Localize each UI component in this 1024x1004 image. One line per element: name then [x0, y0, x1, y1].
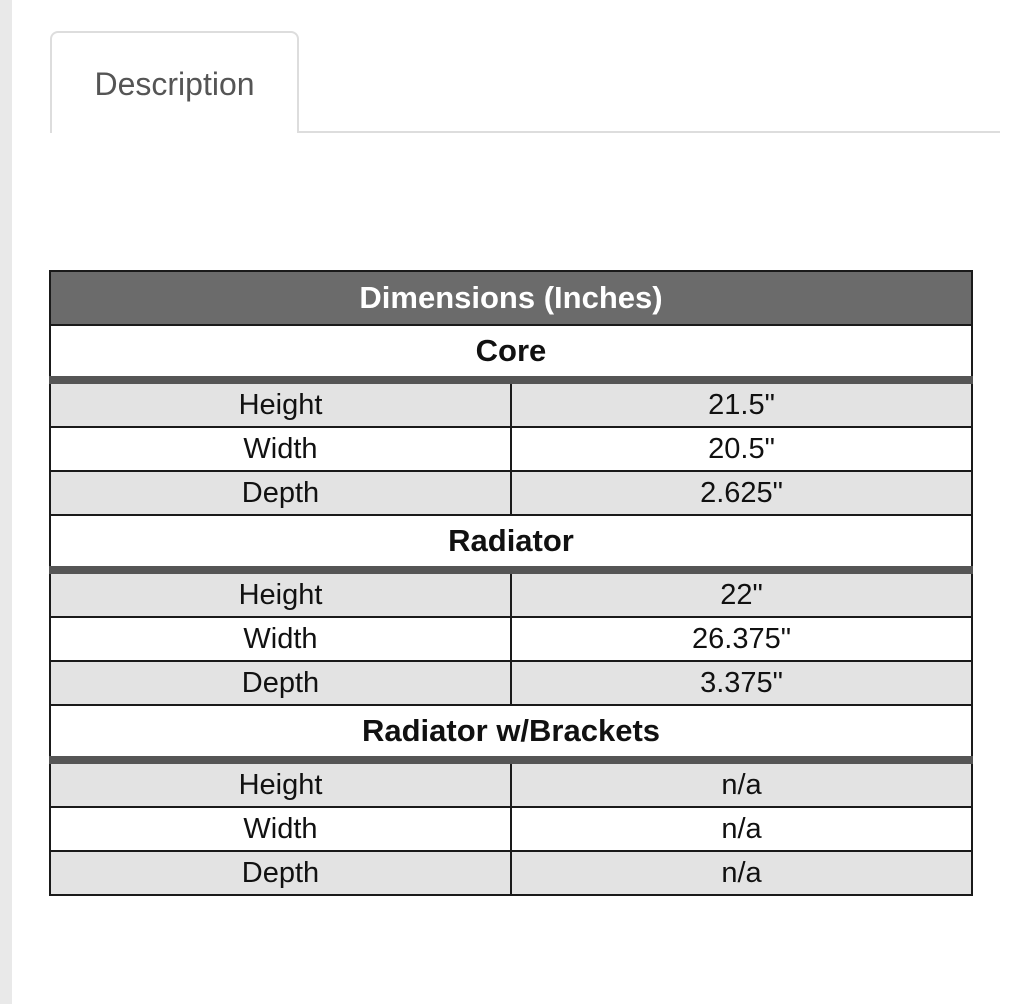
row-label: Depth	[50, 851, 511, 895]
left-page-edge	[0, 0, 12, 1004]
section-header-row	[50, 705, 972, 760]
row-label: Width	[50, 617, 511, 661]
table-title: Dimensions (Inches)	[50, 271, 972, 325]
table-row	[50, 617, 972, 661]
row-label: Height	[50, 380, 511, 427]
table-row	[50, 760, 972, 807]
table-row	[50, 427, 972, 471]
row-value: 20.5"	[511, 427, 972, 471]
row-label: Width	[50, 427, 511, 471]
table-row	[50, 807, 972, 851]
tab-description[interactable]: Description	[50, 31, 299, 133]
dimensions-table	[49, 270, 973, 896]
row-label: Depth	[50, 661, 511, 705]
tab-bar	[50, 0, 1000, 133]
row-value: n/a	[511, 807, 972, 851]
section-title-radiator: Radiator	[50, 515, 972, 570]
row-value: 2.625"	[511, 471, 972, 515]
row-label: Depth	[50, 471, 511, 515]
table-row	[50, 570, 972, 617]
table-row	[50, 471, 972, 515]
section-title-radiator-brackets: Radiator w/Brackets	[50, 705, 972, 760]
section-header-row	[50, 515, 972, 570]
row-value: 22"	[511, 570, 972, 617]
table-row	[50, 661, 972, 705]
row-value: 3.375"	[511, 661, 972, 705]
row-value: 21.5"	[511, 380, 972, 427]
row-value: 26.375"	[511, 617, 972, 661]
row-label: Height	[50, 760, 511, 807]
row-value: n/a	[511, 851, 972, 895]
section-header-row	[50, 325, 972, 380]
table-title-row	[50, 271, 972, 325]
row-label: Width	[50, 807, 511, 851]
row-label: Height	[50, 570, 511, 617]
table-row	[50, 380, 972, 427]
table-row	[50, 851, 972, 895]
row-value: n/a	[511, 760, 972, 807]
section-title-core: Core	[50, 325, 972, 380]
